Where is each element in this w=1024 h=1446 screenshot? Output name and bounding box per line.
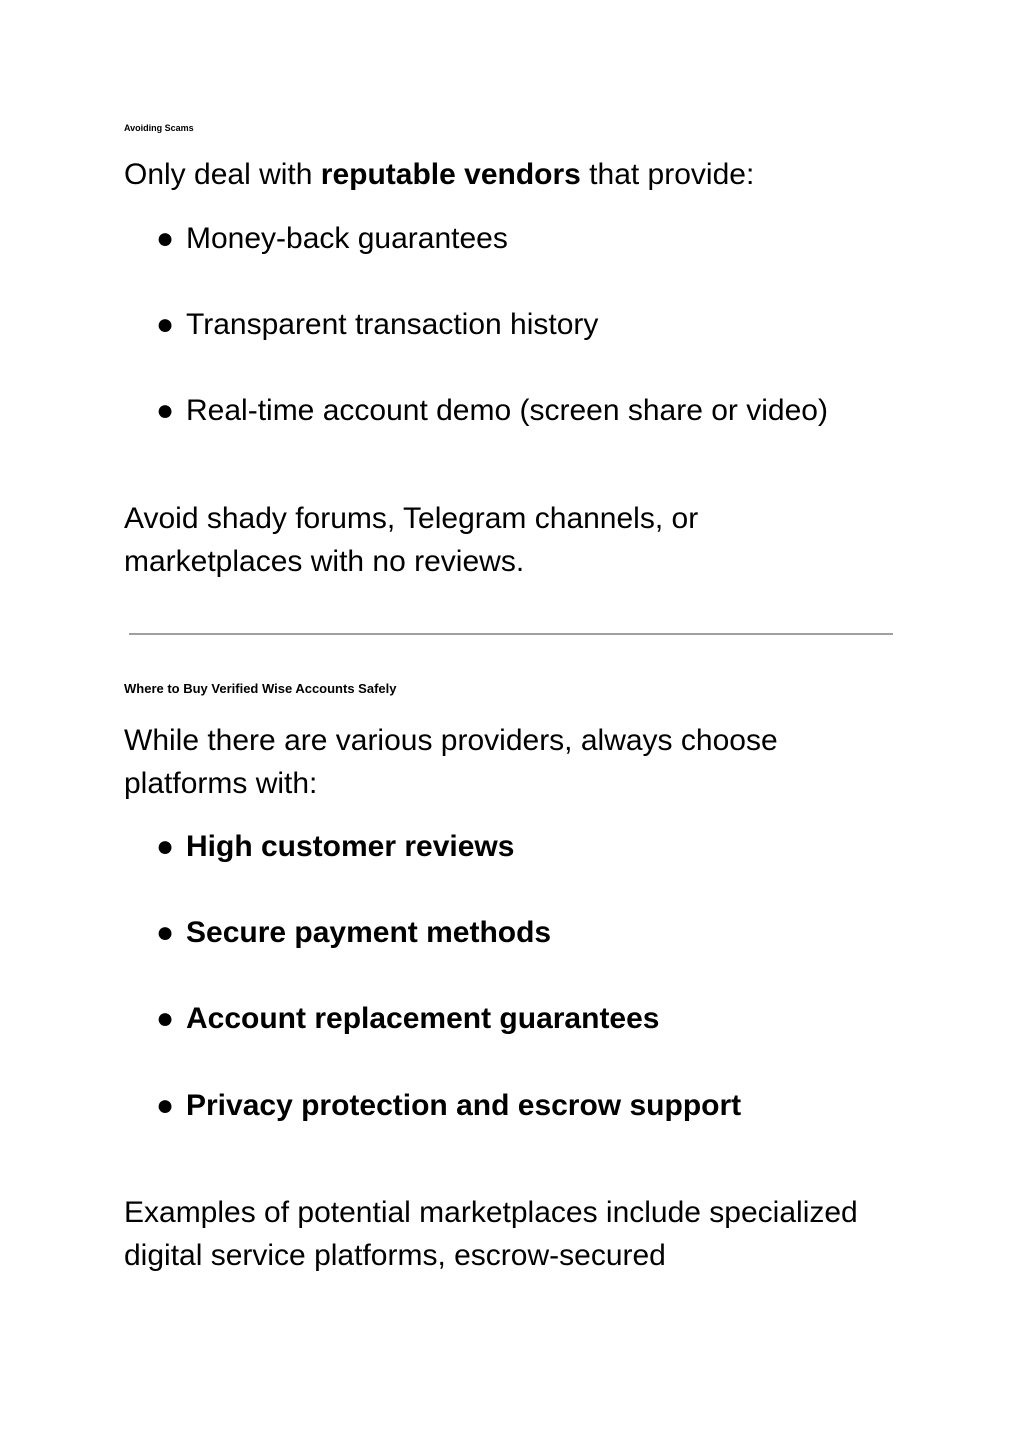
list-item-text: Privacy protection and escrow support	[186, 1089, 742, 1122]
list-item	[156, 999, 659, 1039]
list-item-text: Secure payment methods	[186, 916, 552, 949]
intro-paragraph	[124, 153, 914, 196]
list-item	[156, 1086, 741, 1126]
intro-text-start: Only deal with	[124, 158, 321, 191]
list-item-text: Money-back guarantees	[186, 222, 508, 255]
list-item-text: Real-time account demo (screen share or video)	[186, 394, 828, 427]
list-item-text: High customer reviews	[186, 830, 515, 863]
intro-text-bold: reputable vendors	[320, 158, 581, 191]
list-item	[156, 219, 508, 259]
section-heading-avoiding-scams: Avoiding Scams	[124, 123, 194, 133]
list-item	[156, 391, 828, 431]
bullet-icon: ●	[156, 222, 175, 255]
list-item	[156, 305, 598, 345]
intro-text-end: that provide:	[580, 158, 755, 191]
list-item-text: Transparent transaction history	[186, 308, 599, 341]
section-heading-where-to-buy: Where to Buy Verified Wise Accounts Safely	[124, 681, 397, 696]
horizontal-divider	[129, 633, 893, 635]
closing-paragraph: Examples of potential marketplaces include specialized digital service platforms, escrow-secured	[124, 1196, 858, 1272]
list-item	[156, 827, 514, 867]
closing-paragraph: Avoid shady forums, Telegram channels, or marketplaces with no reviews.	[124, 502, 699, 578]
bullet-icon: ●	[156, 1089, 175, 1122]
bullet-icon: ●	[156, 394, 175, 427]
bullet-icon: ●	[156, 916, 175, 949]
list-item-text: Account replacement guarantees	[186, 1002, 660, 1035]
bullet-icon: ●	[156, 1002, 175, 1035]
intro-paragraph: While there are various providers, always choose platforms with:	[124, 724, 778, 800]
bullet-icon: ●	[156, 308, 175, 341]
bullet-icon: ●	[156, 830, 175, 863]
list-item	[156, 913, 551, 953]
